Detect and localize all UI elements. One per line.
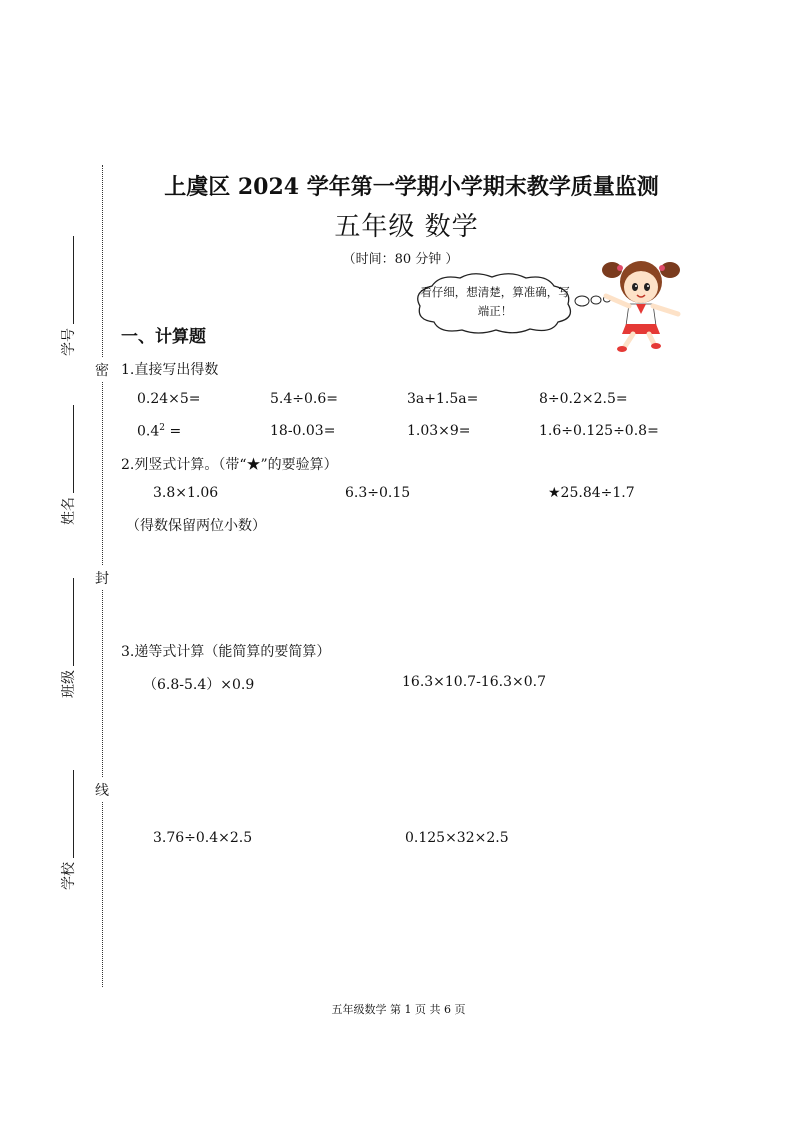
seal-char-mi: 密: [95, 358, 109, 382]
school-blank[interactable]: [63, 770, 74, 858]
school-field[interactable]: [58, 770, 78, 890]
q1-expression: 8÷0.2×2.5=: [539, 391, 628, 407]
q2-title: 2.列竖式计算。（带“★”的要验算）: [121, 457, 338, 473]
q2-note: （得数保留两位小数）: [126, 518, 266, 534]
mascot-speech-text: 看仔细，想清楚，算准确，写端正！: [420, 285, 570, 318]
student-name-label: 姓名: [61, 497, 77, 525]
q1-expression: 18-0.03=: [270, 423, 336, 439]
q3-expression: 16.3×10.7-16.3×0.7: [402, 674, 546, 690]
student-name-field[interactable]: [58, 405, 78, 525]
cartoon-girl-icon: [596, 248, 686, 353]
q3-expression: 0.125×32×2.5: [405, 830, 509, 846]
class-label: 班级: [61, 670, 77, 698]
seal-char-xian: 线: [95, 778, 109, 802]
q3-expression: 3.76÷0.4×2.5: [153, 830, 253, 846]
q1-expression: 5.4÷0.6=: [270, 391, 338, 407]
school-label: 学校: [61, 862, 77, 890]
exam-time-note: （时间：80 分钟 ）: [342, 252, 459, 267]
exam-title: 上虞区 2024 学年第一学期小学期末教学质量监测: [164, 174, 659, 200]
exam-subtitle: 五年级 数学: [334, 212, 479, 242]
q1-expression: 1.6÷0.125÷0.8=: [539, 423, 659, 439]
q1-expression: 1.03×9=: [407, 423, 471, 439]
q1-title: 1.直接写出得数: [121, 362, 219, 378]
seal-char-feng: 封: [95, 566, 109, 590]
class-blank[interactable]: [63, 578, 74, 666]
power-tail: =: [165, 423, 182, 440]
q1-expression-power: [137, 423, 181, 440]
q1-expression: 3a+1.5a=: [407, 391, 479, 407]
class-field[interactable]: [58, 578, 78, 698]
q2-expression: ★25.84÷1.7: [548, 485, 635, 501]
q1-expression: 0.24×5=: [137, 391, 201, 407]
page-footer: 五年级数学 第 1 页 共 6 页: [331, 1003, 466, 1016]
power-exponent: 2: [159, 423, 165, 433]
student-id-label: 学号: [61, 328, 77, 356]
student-name-blank[interactable]: [63, 405, 74, 493]
q2-expression: 3.8×1.06: [153, 485, 219, 501]
power-base: 0.4: [137, 423, 160, 440]
q3-expression: （6.8-5.4）×0.9: [143, 677, 255, 693]
q3-title: 3.递等式计算（能简算的要简算）: [121, 644, 331, 660]
q2-expression: 6.3÷0.15: [345, 485, 411, 501]
section-one-heading: 一、计算题: [121, 327, 206, 347]
